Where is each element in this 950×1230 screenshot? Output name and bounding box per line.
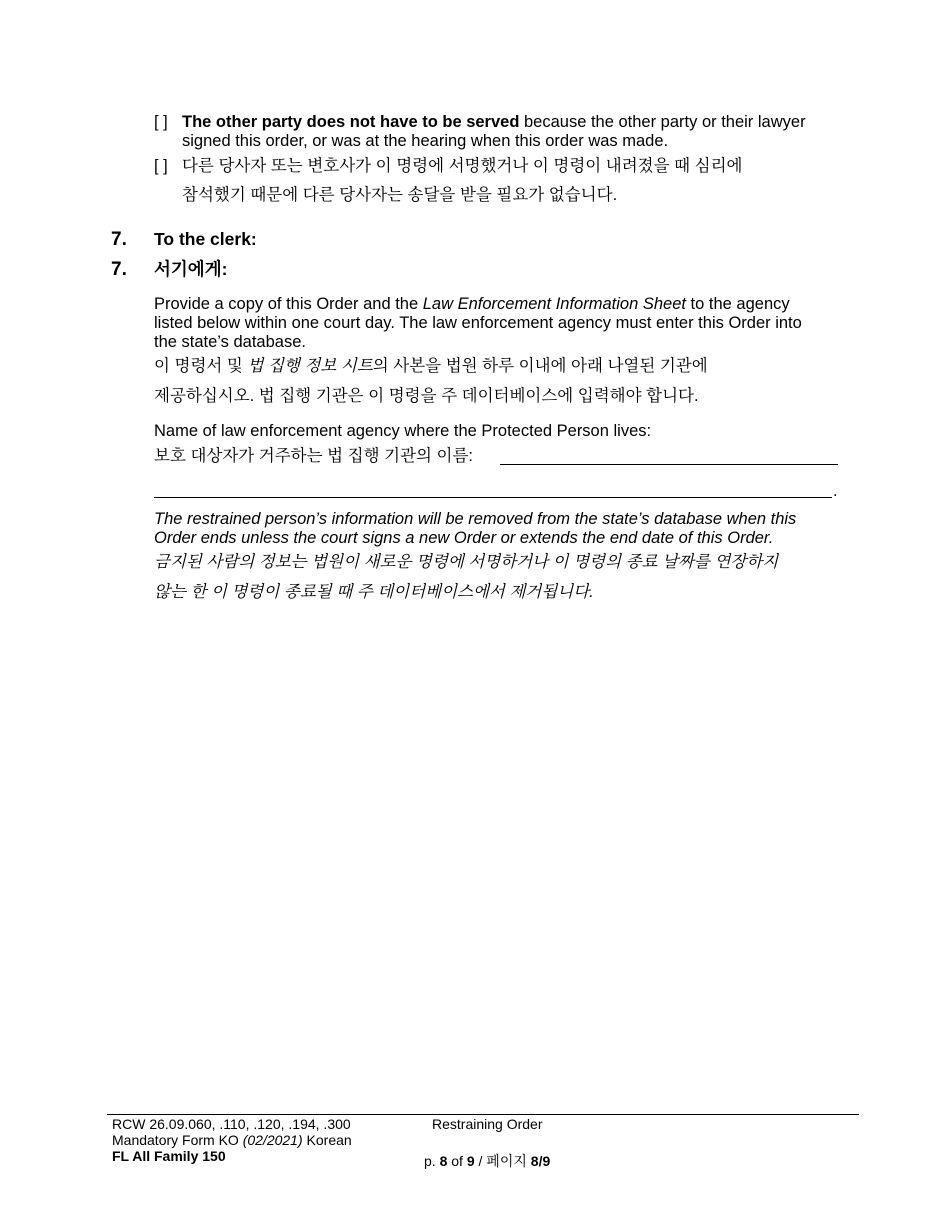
form-title-italic: Law Enforcement Information Sheet: [422, 295, 686, 313]
text-segment: to the agency: [685, 295, 790, 313]
clerk-instruction-ko-line1: [154, 357, 844, 376]
removal-note-ko-line1: 금지된 사람의 정보는 법원이 새로운 명령에 서명하거나 이 명령의 종료 날짜를 연장하지: [154, 553, 779, 571]
page-current-ko: 8: [530, 1153, 539, 1169]
checkbox-text-rest: because the other party or their lawyer: [519, 113, 806, 131]
checkbox-text-line2: 참석했기 때문에 다른 당사자는 송달을 받을 필요가 없습니다.: [182, 186, 618, 204]
footer-rcw: RCW 26.09.060, .110, .120, .194, .300: [112, 1116, 351, 1132]
removal-note-ko-line2: 않는 한 이 명령이 종료될 때 주 데이터베이스에서 제거됩니다.: [154, 583, 594, 601]
checkbox-text: 다른 당사자 또는 변호사가 이 명령에 서명했거나 이 명령이 내려졌을 때 심리에: [182, 157, 743, 175]
form-date: (02/2021): [242, 1132, 303, 1148]
footer-rule: [107, 1114, 859, 1115]
text-segment: / 페이지: [474, 1153, 531, 1169]
agency-label-en: Name of law enforcement agency where the Protected Person lives:: [154, 422, 652, 440]
page-slash: /: [538, 1153, 543, 1169]
page-current: 8: [439, 1153, 448, 1169]
agency-name-field-line1[interactable]: [500, 464, 838, 465]
text-segment: p.: [424, 1153, 440, 1169]
footer-form-id: FL All Family 150: [112, 1148, 226, 1164]
checkbox-text-line2: signed this order, or was at the hearing when this order was made.: [182, 132, 669, 150]
agency-label-ko: 보호 대상자가 거주하는 법 집행 기관의 이름:: [154, 447, 473, 465]
checkbox[interactable]: [ ]: [154, 113, 168, 131]
text-segment: 의 사본을 법원 하루 이내에 아래 나열된 기관에: [372, 357, 708, 375]
checkbox-text: [182, 113, 842, 132]
checkbox[interactable]: [ ]: [154, 157, 168, 175]
text-segment: of: [447, 1153, 467, 1169]
section-heading-en: To the clerk:: [154, 229, 257, 249]
footer-form: [112, 1132, 352, 1148]
text-segment: 이 명령서 및: [154, 357, 248, 375]
section-number-ko: 7.: [111, 259, 127, 280]
checkbox-bold-text: The other party does not have to be served: [182, 113, 520, 131]
section-number-en: 7.: [111, 229, 127, 250]
page-total: 9: [466, 1153, 475, 1169]
text-segment: Korean: [302, 1132, 352, 1148]
removal-note-en-line1: The restrained person’s information will be removed from the state’s database when this: [154, 510, 797, 528]
clerk-instruction-en-line3: the state’s database.: [154, 333, 306, 351]
text-segment: Provide a copy of this Order and the: [154, 295, 423, 313]
page-total-ko: 9: [542, 1153, 551, 1169]
agency-name-field-line2[interactable]: [154, 497, 832, 498]
footer-title: Restraining Order: [432, 1116, 543, 1132]
removal-note-en-line2: Order ends unless the court signs a new Order or extends the end date of this Order.: [154, 529, 774, 547]
clerk-instruction-ko-line2: 제공하십시오. 법 집행 기관은 이 명령을 주 데이터베이스에 입력해야 합니다.: [154, 387, 699, 405]
section-heading-ko: 서기에게:: [154, 259, 228, 279]
clerk-instruction-en-line2: listed below within one court day. The law enforcement agency must enter this Order into: [154, 314, 802, 332]
text-segment: Mandatory Form KO: [112, 1132, 243, 1148]
line-end-period: .: [833, 482, 838, 500]
footer-page-number: [424, 1153, 550, 1169]
clerk-instruction-en-line1: [154, 295, 844, 314]
form-title-italic: 법 집행 정보 시트: [247, 357, 373, 375]
